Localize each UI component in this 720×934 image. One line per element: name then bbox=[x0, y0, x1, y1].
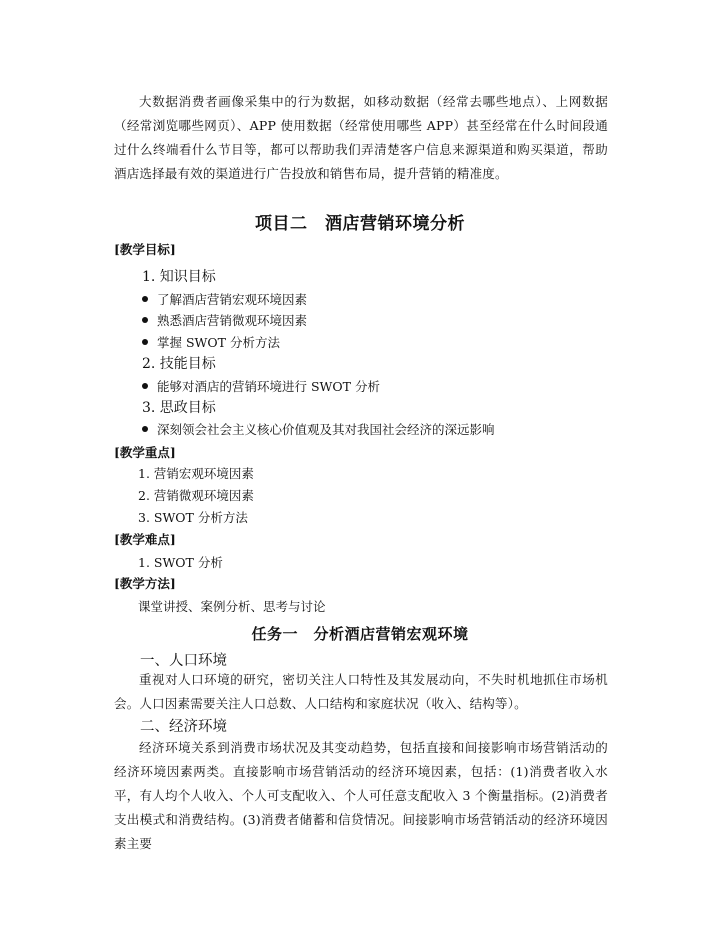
economy-paragraph: 经济环境关系到消费市场状况及其变动趋势，包括直接和间接影响市场营销活动的经济环境因素两类。直接影响市场营销活动的经济环境因素，包括：(1)消费者收入水平，有人均个人收入、个人可支配收入、个人可任意支配收入 3 个衡量指标。(2)消费者支出模式和消费结构。(3)消费者储蓄和信贷情况。间接影响市场营销活动的经济环境因素主要 bbox=[114, 740, 608, 851]
ideology-goal-label: 3. 思政目标 bbox=[142, 400, 216, 416]
knowledge-goal-item: 掌握 SWOT 分析方法 bbox=[142, 333, 280, 351]
economy-heading: 二、经济环境 bbox=[140, 719, 227, 735]
methods-text: 课堂讲授、案例分析、思考与讨论 bbox=[138, 599, 326, 614]
difficulty-item: 1. SWOT 分析 bbox=[138, 555, 223, 570]
knowledge-goal-item: 熟悉酒店营销微观环境因素 bbox=[142, 311, 307, 329]
bullet-icon bbox=[142, 296, 148, 302]
bullet-icon bbox=[142, 317, 148, 323]
task-title: 任务一 分析酒店营销宏观环境 bbox=[251, 625, 469, 643]
bullet-icon bbox=[142, 383, 148, 389]
population-paragraph: 重视对人口环境的研究，密切关注人口特性及其发展动向，不失时机地抓住市场机会。人口因素需要关注人口总数、人口结构和家庭状况（收入、结构等）。 bbox=[114, 672, 608, 711]
knowledge-goal-item: 了解酒店营销宏观环境因素 bbox=[142, 290, 307, 308]
difficulties-heading: [教学难点] bbox=[114, 532, 176, 547]
knowledge-goal-label: 1. 知识目标 bbox=[142, 269, 216, 285]
skill-goal-item: 能够对酒店的营销环境进行 SWOT 分析 bbox=[142, 377, 380, 395]
key-points-heading: [教学重点] bbox=[114, 445, 176, 460]
bullet-icon bbox=[142, 339, 148, 345]
intro-paragraph: 大数据消费者画像采集中的行为数据，如移动数据（经常去哪些地点）、上网数据（经常浏览哪些网页）、APP 使用数据（经常使用哪些 APP）甚至经常在什么时间段通过什么终端看什么节目等，都可以帮助我们弄清楚客户信息来源渠道和购买渠道，帮助酒店选择最有效的渠道进行广告投放和销售布局，提升营销的精准度。 bbox=[114, 94, 608, 181]
population-heading: 一、人口环境 bbox=[140, 653, 227, 669]
bullet-icon bbox=[142, 426, 148, 432]
key-point-item: 3. SWOT 分析方法 bbox=[138, 510, 248, 525]
key-point-item: 1. 营销宏观环境因素 bbox=[138, 466, 254, 481]
teaching-goals-heading: [教学目标] bbox=[114, 242, 176, 257]
key-point-item: 2. 营销微观环境因素 bbox=[138, 488, 254, 503]
project-title: 项目二 酒店营销环境分析 bbox=[255, 214, 465, 234]
skill-goal-label: 2. 技能目标 bbox=[142, 356, 216, 372]
methods-heading: [教学方法] bbox=[114, 576, 176, 591]
ideology-goal-item: 深刻领会社会主义核心价值观及其对我国社会经济的深远影响 bbox=[142, 420, 495, 438]
